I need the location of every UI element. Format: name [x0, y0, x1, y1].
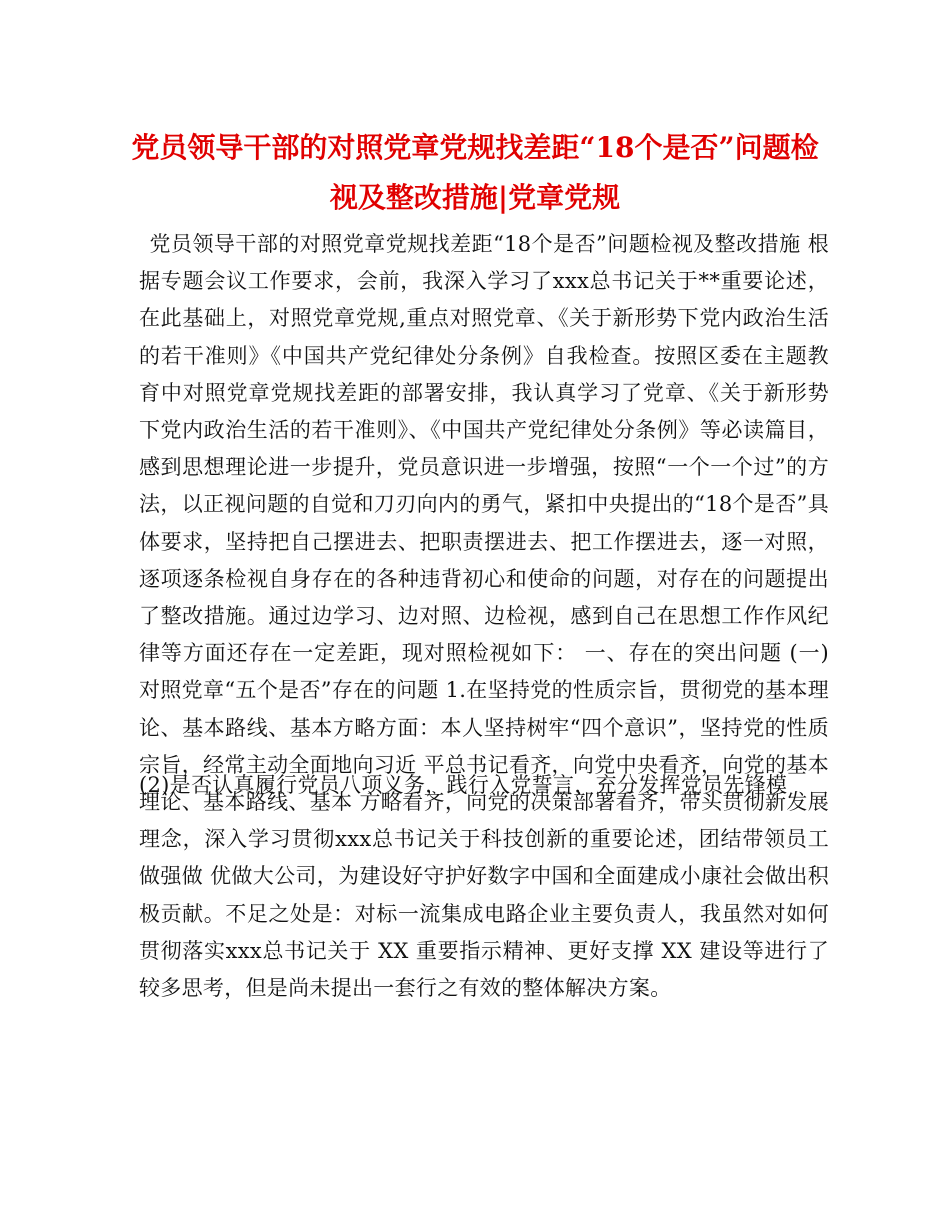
body-paragraph-2: (2)是否认真履行党员八项义务，践行入党誓言，充分发挥党员先锋模 [139, 773, 788, 797]
document-title: 党员领导干部的对照党章党规找差距“18个是否”问题检视及整改措施|党章党规 [131, 131, 819, 214]
body-paragraph-1: 党员领导干部的对照党章党规找差距“18个是否”问题检视及整改措施 根据专题会议工作要求，会前，我深入学习了xxx总书记关于**重要论述，在此基础上，对照党章党规,重点对照党章、《关于新形势下党内政治生活的若干准则》《中国共产党纪律处分条例》自我检查。按照区委在主题教育中对照党章党规找差距的部署安排，我认真学习了党章、《关于新形势下党内政治生活的若干准则》、《中国共产党纪律处分条例》等必读篇目，感到思想理论进一步提升，党员意识进一步增强，按照“一个一个过”的方法，以正视问题的自觉和刀刃向内的勇气，紧扣中央提出的“18个是否”具体要求，坚持把自己摆进去、把职责摆进去、把工作摆进去，逐一对照，逐项逐条检视自身存在的各种违背初心和使命的问题，对存在的问题提出了整改措施。通过边学习、边对照、边检视，感到自己在思想工作作风纪律等方面还存在一定差距，现对照检视如下： 一、存在的突出问题 (一)对照党章“五个是否”存在的问题 1.在坚持党的性质宗旨，贯彻党的基本理论、基本路线、基本方略方面：本人坚持树牢“四个意识”，坚持党的性质宗旨，经常主动全面地向习近 平总书记看齐，向党中央看齐，向党的基本理论、基本路线、基本 方略看齐，向党的决策部署看齐，带头贯彻新发展理念，深入学习贯彻xxx总书记关于科技创新的重要论述，团结带领员工做强做 优做大公司，为建设好守护好数字中国和全面建成小康社会做出积 极贡献。不足之处是：对标一流集成电路企业主要负责人，我虽然对如何贯彻落实xxx总书记关于 XX 重要指示精神、更好支撑 XX 建设等进行了较多思考，但是尚未提出一套行之有效的整体解决方案。 [139, 232, 829, 1001]
